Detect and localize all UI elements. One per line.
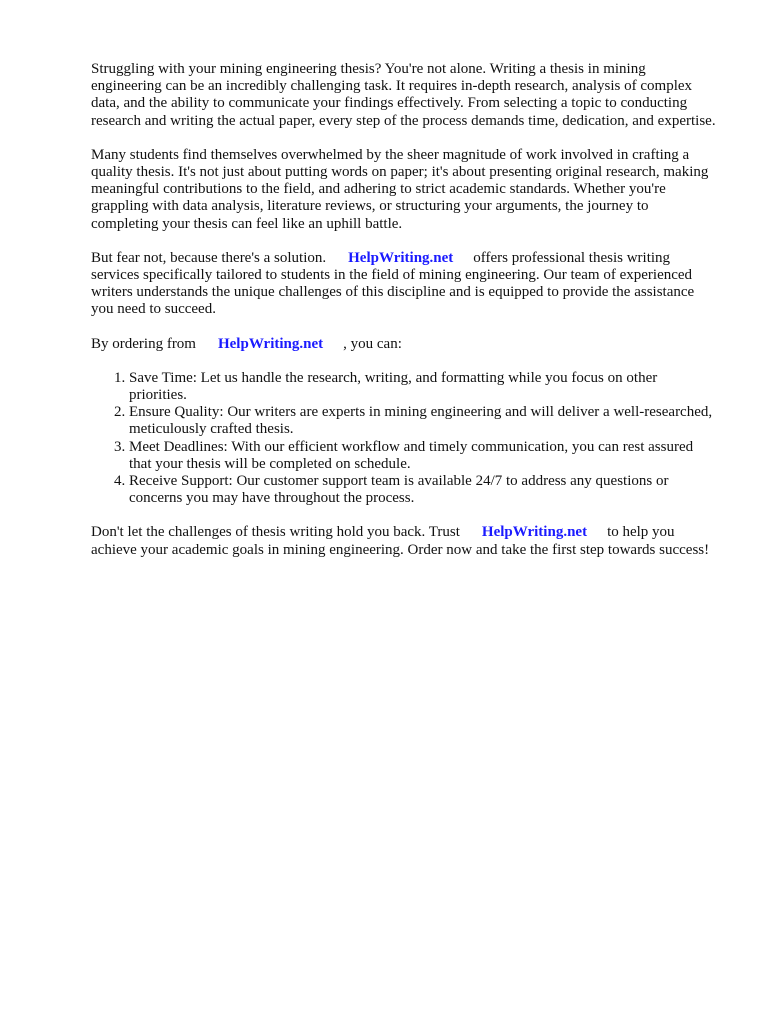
ordering-paragraph: [91, 336, 718, 353]
ordering-text-after: , you can:: [343, 335, 402, 352]
list-item: 2. Ensure Quality: Our writers are experts in mining engineering and will deliver a well-researched, meticulously crafted thesis.: [129, 404, 718, 438]
solution-text-after: offers professional thesis writing services specifically tailored to students in the field of mining engineering. Our team of experienced writers understands the unique challenges of this discipline and is equipped to provide the assistance you need to succeed.: [91, 249, 695, 318]
ordering-text-before: By ordering from: [91, 335, 196, 352]
solution-text-before: But fear not, because there's a solution.: [91, 249, 327, 266]
list-item: 4. Receive Support: Our customer support team is available 24/7 to address any questions or concerns you may have throughout the process.: [129, 473, 718, 507]
challenges-paragraph: Many students find themselves overwhelmed by the sheer magnitude of work involved in crafting a quality thesis. It's not just about putting words on paper; it's about presenting original research, making meaningful contributions to the field, and adhering to strict academic standards. Whether you're grappling with data analysis, literature reviews, or structuring your arguments, the journey to completing your thesis can feel like an uphill battle.: [91, 146, 709, 232]
closing-text-after: to help you achieve your academic goals in mining engineering. Order now and take the first step towards success!: [91, 524, 710, 558]
helpwriting-link-2[interactable]: HelpWriting.net: [217, 335, 324, 352]
closing-text-before: Don't let the challenges of thesis writing hold you back. Trust: [91, 524, 460, 541]
list-item: 1. Save Time: Let us handle the research, writing, and formatting while you focus on other priorities.: [129, 370, 718, 404]
list-item: 3. Meet Deadlines: With our efficient workflow and timely communication, you can rest assured that your thesis will be completed on schedule.: [129, 439, 718, 473]
helpwriting-link-3[interactable]: HelpWriting.net: [481, 524, 588, 541]
helpwriting-link-1[interactable]: HelpWriting.net: [348, 249, 454, 266]
solution-paragraph: [91, 250, 718, 319]
benefits-list: [91, 370, 718, 508]
closing-paragraph: [91, 524, 718, 558]
intro-paragraph: Struggling with your mining engineering thesis? You're not alone. Writing a thesis in mining engineering can be an incredibly challenging task. It requires in-depth research, analysis of complex data, and the ability to communicate your findings effectively. From selecting a topic to conducting research and writing the actual paper, every step of the process demands time, dedication, and expertise.: [91, 61, 716, 129]
